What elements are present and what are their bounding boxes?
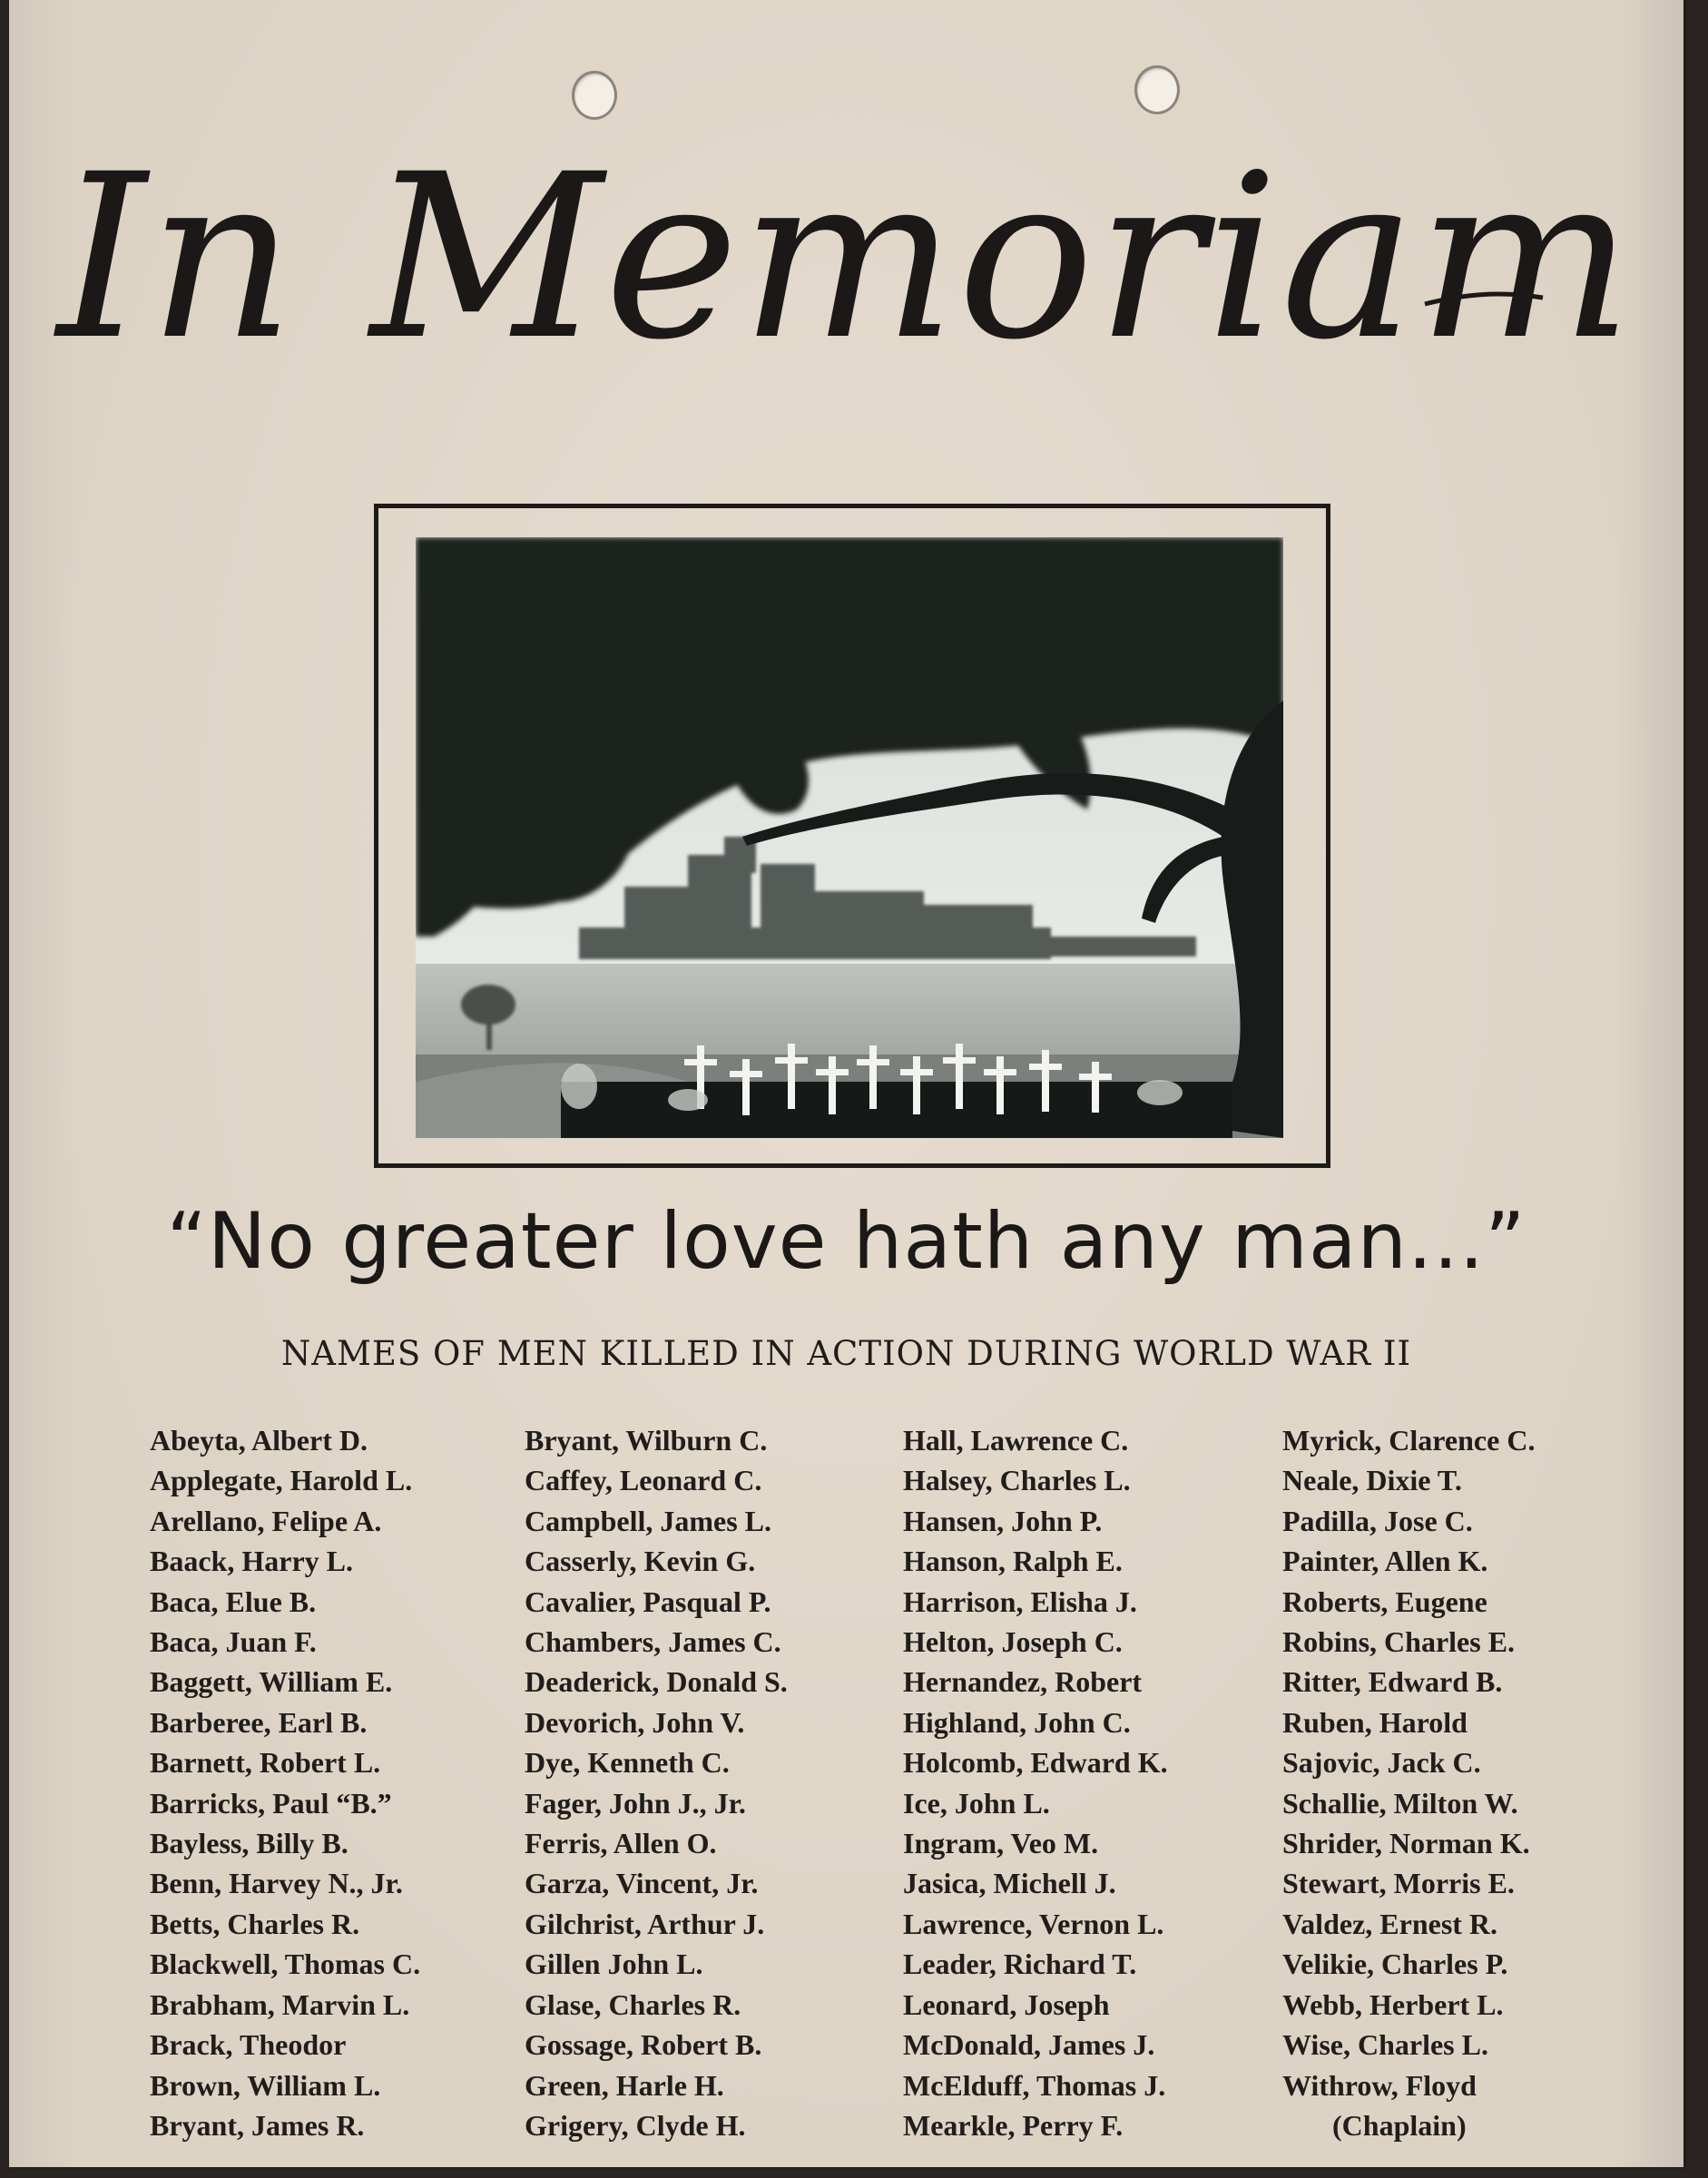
list-item: Halsey, Charles L. (903, 1464, 1131, 1497)
list-item: Bayless, Billy B. (150, 1827, 348, 1860)
list-item: Holcomb, Edward K. (903, 1746, 1168, 1780)
list-item: Deaderick, Donald S. (525, 1665, 788, 1699)
list-item: Hanson, Ralph E. (903, 1545, 1123, 1578)
list-item: Baack, Harry L. (150, 1545, 353, 1578)
list-item-note: (Chaplain) (1332, 2108, 1467, 2142)
list-item: Fager, John J., Jr. (525, 1786, 746, 1820)
list-item: Withrow, Floyd (1282, 2068, 1477, 2102)
list-item: Caffey, Leonard C. (525, 1464, 762, 1497)
list-item: Ritter, Edward B. (1282, 1665, 1503, 1699)
list-item: Ingram, Veo M. (903, 1827, 1099, 1860)
list-item: Ice, John L. (903, 1786, 1050, 1820)
list-item: Barricks, Paul “B.” (150, 1786, 392, 1820)
list-item: Devorich, John V. (525, 1705, 745, 1739)
memorial-page (9, 0, 1683, 2167)
memorial-photo (416, 537, 1283, 1138)
list-item: Ferris, Allen O. (525, 1827, 717, 1860)
list-item: Glase, Charles R. (525, 1987, 741, 2021)
list-item: Brack, Theodor (150, 2028, 347, 2062)
list-item: Garza, Vincent, Jr. (525, 1867, 759, 1900)
list-item: Blackwell, Thomas C. (150, 1947, 421, 1981)
list-item: Brabham, Marvin L. (150, 1987, 410, 2021)
binder-hole-right (1134, 65, 1180, 114)
list-item: Hall, Lawrence C. (903, 1424, 1129, 1457)
list-item: Benn, Harvey N., Jr. (150, 1867, 403, 1900)
list-item: Schallie, Milton W. (1282, 1786, 1518, 1820)
list-item: Barberee, Earl B. (150, 1705, 368, 1739)
list-item: Velikie, Charles P. (1282, 1947, 1508, 1981)
page-title-text: In Memoriam (56, 125, 1635, 389)
list-item: Lawrence, Vernon L. (903, 1907, 1164, 1940)
list-item: McElduff, Thomas J. (903, 2068, 1166, 2102)
memorial-quote: “No greater love hath any man...” (166, 1196, 1526, 1287)
list-item: Robins, Charles E. (1282, 1625, 1516, 1659)
list-item: Mearkle, Perry F. (903, 2108, 1124, 2142)
list-item: Leader, Richard T. (903, 1947, 1137, 1981)
list-item: Myrick, Clarence C. (1282, 1424, 1536, 1457)
list-item: Campbell, James L. (525, 1504, 771, 1537)
list-item: Ruben, Harold (1282, 1705, 1468, 1739)
list-item: Dye, Kenneth C. (525, 1746, 730, 1780)
list-item: Chambers, James C. (525, 1625, 781, 1659)
list-item: Roberts, Eugene (1282, 1584, 1487, 1618)
list-item: Cavalier, Pasqual P. (525, 1584, 771, 1618)
list-item: Hansen, John P. (903, 1504, 1103, 1537)
page-title (9, 109, 1683, 408)
list-item: McDonald, James J. (903, 2028, 1155, 2062)
names-column-2 (525, 1420, 924, 2145)
list-item: Wise, Charles L. (1282, 2028, 1488, 2062)
list-item: Painter, Allen K. (1282, 1545, 1488, 1578)
list-item: Bryant, Wilburn C. (525, 1424, 768, 1457)
list-item: Shrider, Norman K. (1282, 1827, 1530, 1860)
list-item: Brown, William L. (150, 2068, 381, 2102)
names-column-3 (903, 1420, 1302, 2145)
list-item: Applegate, Harold L. (150, 1464, 413, 1497)
list-item: Neale, Dixie T. (1282, 1464, 1462, 1497)
list-item: Baca, Juan F. (150, 1625, 317, 1659)
list-item: Gilchrist, Arthur J. (525, 1907, 765, 1940)
list-item: Jasica, Michell J. (903, 1867, 1116, 1900)
list-item: Valdez, Ernest R. (1282, 1907, 1498, 1940)
list-item: Harrison, Elisha J. (903, 1584, 1137, 1618)
names-column-4 (1282, 1420, 1682, 2145)
list-item: Helton, Joseph C. (903, 1625, 1123, 1659)
list-item: Betts, Charles R. (150, 1907, 360, 1940)
list-item: Highland, John C. (903, 1705, 1131, 1739)
list-item: Leonard, Joseph (903, 1987, 1110, 2021)
names-column-1 (150, 1420, 549, 2145)
list-item: Casserly, Kevin G. (525, 1545, 756, 1578)
list-heading: NAMES OF MEN KILLED IN ACTION DURING WORLD WAR II (280, 1334, 1412, 1373)
list-item: Padilla, Jose C. (1282, 1504, 1473, 1537)
list-item: Baggett, William E. (150, 1665, 393, 1699)
list-item: Gossage, Robert B. (525, 2028, 762, 2062)
list-item: Barnett, Robert L. (150, 1746, 381, 1780)
list-item: Baca, Elue B. (150, 1584, 317, 1618)
list-item: Bryant, James R. (150, 2108, 365, 2142)
list-item: Webb, Herbert L. (1282, 1987, 1504, 2021)
list-item: Green, Harle H. (525, 2068, 724, 2102)
list-item: Hernandez, Robert (903, 1665, 1143, 1699)
list-item: Grigery, Clyde H. (525, 2108, 746, 2142)
list-item: Gillen John L. (525, 1947, 703, 1981)
list-item: Arellano, Felipe A. (150, 1504, 382, 1537)
list-item: Abeyta, Albert D. (150, 1424, 368, 1457)
list-item: Sajovic, Jack C. (1282, 1746, 1481, 1780)
list-item: Stewart, Morris E. (1282, 1867, 1515, 1900)
